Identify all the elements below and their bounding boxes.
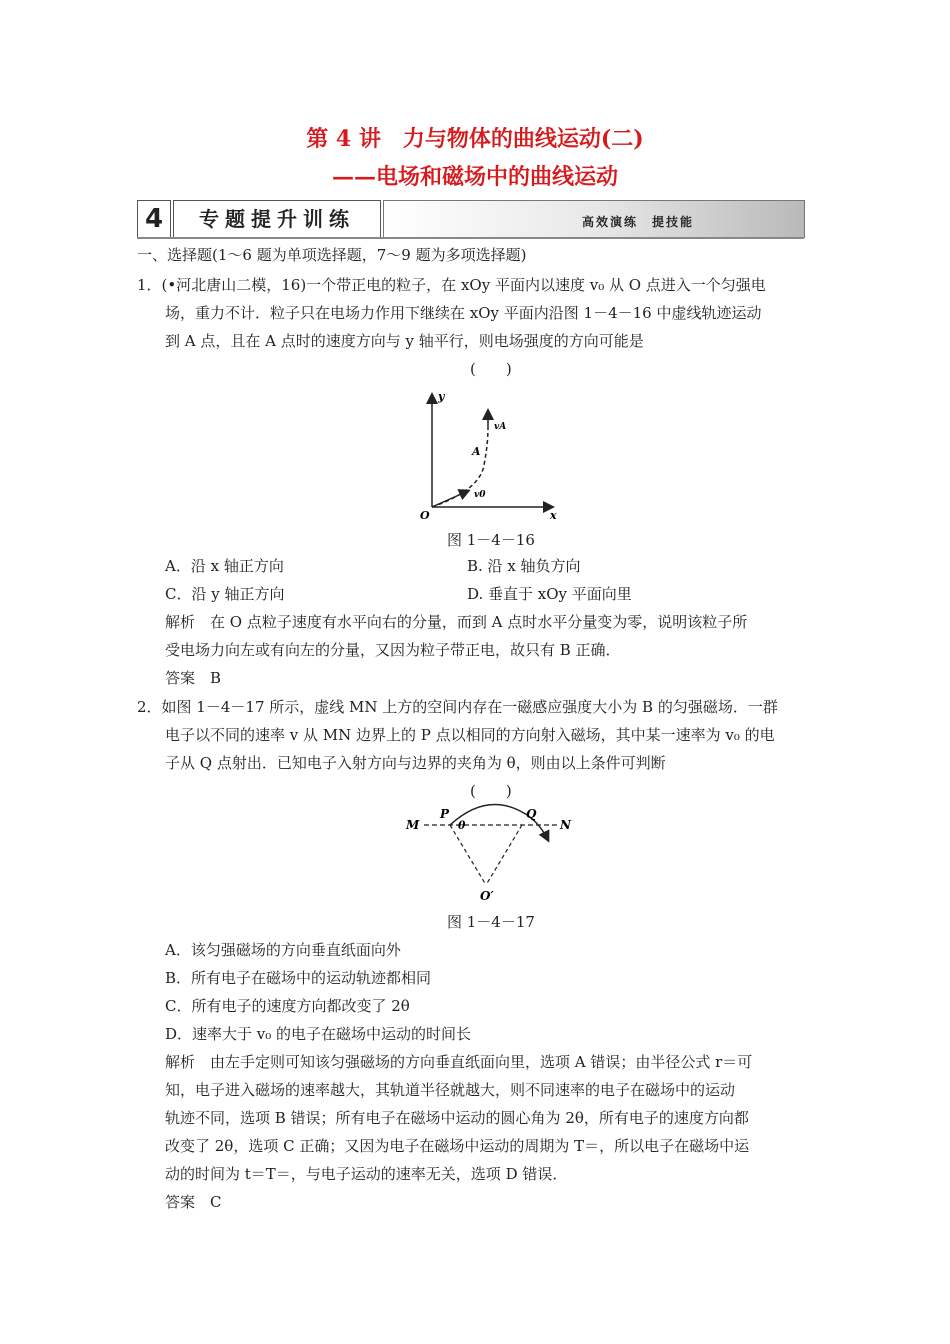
q2-text-line3: 子从 Q 点射出．已知电子入射方向与边界的夹角为 θ，则由以上条件可判断 (165, 754, 666, 772)
q1-text-line2: 场，重力不计．粒子只在电场力作用下继续在 xOy 平面内沿图 1－4－16 中虚线轨迹运动 (165, 304, 762, 322)
q2-text-line1: 2．如图 1－4－17 所示，虚线 MN 上方的空间内存在一磁感应强度大小为 B 的匀强磁场．一群 (137, 698, 778, 716)
q1-option-c: C．沿 y 轴正方向 (165, 585, 285, 603)
velocity-0-arrow (432, 491, 468, 507)
y-label: y (438, 390, 445, 403)
q2-option-a: A．该匀强磁场的方向垂直纸面向外 (165, 941, 401, 959)
q2-analysis-line1: 解析 由左手定则可知该匀强磁场的方向垂直纸面向里，选项 A 错误；由半径公式 r＝可 (165, 1053, 753, 1071)
radius-qo (486, 825, 522, 885)
v0-label: v0 (474, 490, 486, 500)
figure-caption-1-4-17: 图 1－4－17 (447, 913, 535, 931)
q2-answer: 答案 C (165, 1193, 222, 1211)
banner-tagline: 高效演练 提技能 (581, 215, 694, 229)
figure-caption-1-4-16: 图 1－4－16 (447, 531, 535, 549)
figure-1-4-17 (400, 800, 580, 910)
q2-option-c: C．所有电子的速度方向都改变了 2θ (165, 997, 410, 1015)
q1-analysis-line2: 受电场力向左或有向左的分量，又因为粒子带正电，故只有 B 正确． (165, 641, 621, 659)
q1-analysis-line1: 解析 在 O 点粒子速度有水平向右的分量，而到 A 点时水平分量变为零，说明该粒子所 (165, 613, 748, 631)
q1-answer: 答案 B (165, 669, 222, 687)
q2-text-line2: 电子以不同的速率 v 从 MN 边界上的 P 点以相同的方向射入磁场，其中某一速率为 v₀ 的电 (165, 726, 775, 744)
n-label: N (560, 818, 571, 832)
x-label: x (550, 509, 557, 522)
q1-option-d: D. 垂直于 xOy 平面向里 (467, 585, 632, 603)
figure-1-4-16 (410, 385, 570, 525)
section-banner (137, 200, 804, 238)
q1-text-line3: 到 A 点，且在 A 点时的速度方向与 y 轴平行，则电场强度的方向可能是 (165, 332, 644, 350)
q1-option-b: B. 沿 x 轴负方向 (467, 557, 581, 575)
va-label: vA (494, 422, 507, 432)
section-heading: 一、选择题(1～6 题为单项选择题，7～9 题为多项选择题) (137, 246, 527, 264)
q1-text-line1: 1．(•河北唐山二模，16)一个带正电的粒子，在 xOy 平面内以速度 v₀ 从 O 点进入一个匀强电 (137, 276, 766, 294)
section-number: 4 (137, 200, 171, 238)
q1-option-a: A．沿 x 轴正方向 (165, 557, 284, 575)
theta-label: θ (458, 819, 466, 832)
section-name: 专题提升训练 (173, 200, 381, 238)
q2-option-b: B．所有电子在磁场中的运动轨迹都相同 (165, 969, 432, 987)
q2-analysis-line2: 知，电子进入磁场的速率越大，其轨道半径就越大，则不同速率的电子在磁场中的运动 (165, 1081, 736, 1099)
m-label: M (406, 818, 420, 832)
q2-option-d: D．速率大于 v₀ 的电子在磁场中运动的时间长 (165, 1025, 472, 1043)
lecture-title: 第 4 讲 力与物体的曲线运动(二) (306, 126, 644, 152)
p-label: P (440, 807, 450, 821)
q2-analysis-line3: 轨迹不同，选项 B 错误；所有电子在磁场中运动的圆心角为 2θ，所有电子的速度方向都 (165, 1109, 749, 1127)
lecture-subtitle: ——电场和磁场中的曲线运动 (331, 164, 618, 190)
q1-answer-paren: ( ) (470, 360, 512, 378)
o-prime-label: O′ (480, 889, 494, 903)
point-a-label: A (472, 445, 481, 458)
banner-gradient (383, 200, 805, 238)
q2-analysis-line4: 改变了 2θ，选项 C 正确；又因为电子在磁场中运动的周期为 T＝，所以电子在磁场中运 (165, 1137, 750, 1155)
origin-label: O (420, 509, 430, 522)
radius-po (450, 825, 486, 885)
q2-answer-paren: ( ) (470, 782, 512, 800)
q-label: Q (526, 807, 537, 821)
q2-analysis-line5: 动的时间为 t＝T＝，与电子运动的速率无关，选项 D 错误． (165, 1165, 568, 1183)
banner-rule (137, 237, 804, 239)
